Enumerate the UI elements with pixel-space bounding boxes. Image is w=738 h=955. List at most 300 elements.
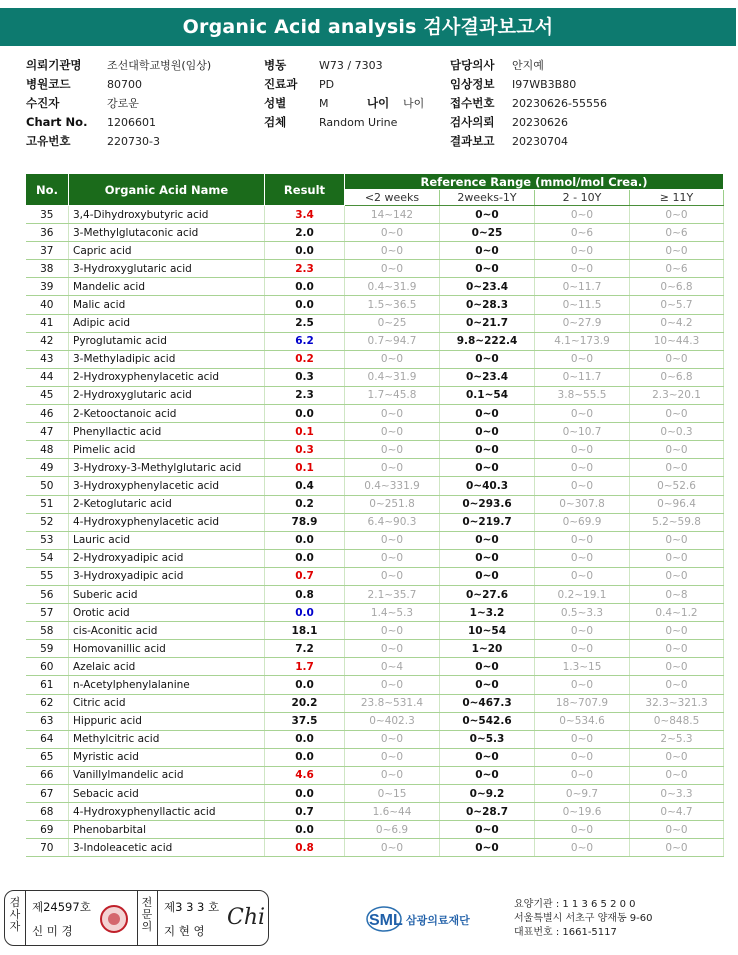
ref-2-10y: 4.1~173.9 [535, 332, 630, 350]
row-number: 44 [26, 368, 69, 386]
info-value: W73 / 7303 [319, 59, 383, 72]
ref-2-10y: 0~0 [535, 622, 630, 640]
results-table-wrap [25, 173, 723, 857]
info-label: 나이 [367, 96, 390, 110]
ref-2-10y: 0~27.9 [535, 314, 630, 332]
ref-11y: 32.3~321.3 [630, 694, 724, 712]
result-value: 0.0 [265, 785, 345, 803]
result-value: 0.2 [265, 495, 345, 513]
row-number: 70 [26, 839, 69, 857]
result-value: 0.0 [265, 531, 345, 549]
ref-under-2w: 0~15 [345, 785, 440, 803]
row-number: 62 [26, 694, 69, 712]
info-label: 병원코드 [26, 77, 71, 91]
table-row [26, 459, 724, 477]
ref-11y: 0~96.4 [630, 495, 724, 513]
ref-2w-1y: 0~0 [440, 441, 535, 459]
ref-2w-1y: 0~0 [440, 531, 535, 549]
result-value: 0.8 [265, 585, 345, 603]
acid-name: 3-Hydroxy-3-Methylglutaric acid [69, 459, 265, 477]
table-row [26, 224, 724, 242]
ref-2-10y: 0~0 [535, 766, 630, 784]
ref-under-2w: 0~25 [345, 314, 440, 332]
ref-under-2w: 0~0 [345, 242, 440, 260]
result-value: 0.0 [265, 242, 345, 260]
ref-2-10y: 18~707.9 [535, 694, 630, 712]
acid-name: 4-Hydroxyphenylacetic acid [69, 513, 265, 531]
acid-name: Homovanillic acid [69, 640, 265, 658]
ref-under-2w: 0~4 [345, 658, 440, 676]
ref-2w-1y: 0~542.6 [440, 712, 535, 730]
info-value: Random Urine [319, 116, 398, 129]
ref-2-10y: 0~11.7 [535, 368, 630, 386]
ref-2w-1y: 0~0 [440, 658, 535, 676]
info-label: 병동 [264, 58, 287, 72]
acid-name: Capric acid [69, 242, 265, 260]
acid-name: Citric acid [69, 694, 265, 712]
table-row [26, 839, 724, 857]
info-label: 임상정보 [450, 77, 495, 91]
row-number: 49 [26, 459, 69, 477]
row-number: 36 [26, 224, 69, 242]
ref-11y: 0~0 [630, 640, 724, 658]
ref-under-2w: 0~0 [345, 531, 440, 549]
ref-under-2w: 0~0 [345, 224, 440, 242]
ref-2-10y: 0~0 [535, 567, 630, 585]
acid-name: n-Acetylphenylalanine [69, 676, 265, 694]
table-row [26, 332, 724, 350]
table-row [26, 405, 724, 423]
ref-under-2w: 0.4~331.9 [345, 477, 440, 495]
ref-2-10y: 0~0 [535, 206, 630, 224]
ref-2w-1y: 0~5.3 [440, 730, 535, 748]
ref-11y: 0~848.5 [630, 712, 724, 730]
ref-under-2w: 0~0 [345, 839, 440, 857]
info-label: 접수번호 [450, 96, 495, 110]
ref-under-2w: 0~402.3 [345, 712, 440, 730]
examiner-license: 제24597호 [32, 900, 91, 914]
ref-11y: 2~5.3 [630, 730, 724, 748]
row-number: 43 [26, 350, 69, 368]
info-row-2 [26, 75, 726, 94]
acid-name: Pyroglutamic acid [69, 332, 265, 350]
ref-2w-1y: 0~467.3 [440, 694, 535, 712]
acid-name: Hippuric acid [69, 712, 265, 730]
ref-2-10y: 1.3~15 [535, 658, 630, 676]
ref-2w-1y: 0~0 [440, 766, 535, 784]
ref-under-2w: 1.7~45.8 [345, 386, 440, 404]
row-number: 59 [26, 640, 69, 658]
result-value: 2.3 [265, 386, 345, 404]
info-value: 나이 [403, 97, 425, 110]
header-ref-2-10y: 2 - 10Y [535, 190, 630, 206]
info-label: 검사의뢰 [450, 115, 495, 129]
result-value: 0.4 [265, 477, 345, 495]
row-number: 42 [26, 332, 69, 350]
results-body [26, 206, 724, 857]
row-number: 37 [26, 242, 69, 260]
ref-11y: 0~5.7 [630, 296, 724, 314]
row-number: 41 [26, 314, 69, 332]
examiner-label: 검사자 [9, 896, 21, 933]
info-value: 1206601 [107, 116, 156, 129]
result-value: 3.4 [265, 206, 345, 224]
examiner-name: 신 미 경 [32, 924, 73, 938]
info-row-5 [26, 132, 726, 151]
table-row [26, 730, 724, 748]
result-value: 0.0 [265, 730, 345, 748]
ref-2-10y: 0~0 [535, 640, 630, 658]
ref-2w-1y: 0~0 [440, 821, 535, 839]
result-value: 0.0 [265, 676, 345, 694]
row-number: 67 [26, 785, 69, 803]
seal-stamp-icon [100, 905, 128, 933]
ref-2-10y: 0~0 [535, 531, 630, 549]
ref-under-2w: 0~0 [345, 730, 440, 748]
header-name: Organic Acid Name [69, 174, 265, 206]
table-row [26, 278, 724, 296]
ref-under-2w: 0~0 [345, 260, 440, 278]
table-row [26, 350, 724, 368]
result-value: 0.7 [265, 803, 345, 821]
ref-2-10y: 0~0 [535, 676, 630, 694]
ref-11y: 0~0 [630, 766, 724, 784]
header-ref-11y: ≥ 11Y [630, 190, 724, 206]
ref-11y: 0~4.2 [630, 314, 724, 332]
ref-2-10y: 0~9.7 [535, 785, 630, 803]
table-row [26, 676, 724, 694]
ref-under-2w: 2.1~35.7 [345, 585, 440, 603]
ref-under-2w: 0~251.8 [345, 495, 440, 513]
ref-under-2w: 0~0 [345, 350, 440, 368]
ref-11y: 0~4.7 [630, 803, 724, 821]
divider [25, 891, 26, 945]
ref-11y: 2.3~20.1 [630, 386, 724, 404]
table-row [26, 206, 724, 224]
ref-2w-1y: 0~0 [440, 242, 535, 260]
result-value: 0.1 [265, 423, 345, 441]
acid-name: Azelaic acid [69, 658, 265, 676]
acid-name: Lauric acid [69, 531, 265, 549]
info-label: 진료과 [264, 77, 298, 91]
result-value: 0.0 [265, 405, 345, 423]
divider [137, 891, 138, 945]
result-value: 2.5 [265, 314, 345, 332]
acid-name: Malic acid [69, 296, 265, 314]
row-number: 50 [26, 477, 69, 495]
table-row [26, 441, 724, 459]
report-title: Organic Acid analysis 검사결과보고서 [0, 8, 736, 46]
row-number: 57 [26, 604, 69, 622]
result-value: 0.1 [265, 459, 345, 477]
table-row [26, 748, 724, 766]
ref-under-2w: 1.6~44 [345, 803, 440, 821]
info-label: 성별 [264, 96, 287, 110]
ref-under-2w: 1.4~5.3 [345, 604, 440, 622]
ref-11y: 0~0 [630, 622, 724, 640]
info-value: 조선대학교병원(임상) [107, 59, 212, 72]
logo-sml-text: SML [369, 912, 403, 929]
contact-info [514, 898, 653, 940]
ref-2w-1y: 9.8~222.4 [440, 332, 535, 350]
row-number: 68 [26, 803, 69, 821]
ref-2-10y: 0.5~3.3 [535, 604, 630, 622]
ref-under-2w: 0~0 [345, 441, 440, 459]
acid-name: 3-Hydroxyglutaric acid [69, 260, 265, 278]
ref-2w-1y: 0~21.7 [440, 314, 535, 332]
info-value: 20230626 [512, 116, 568, 129]
ref-11y: 0~0 [630, 441, 724, 459]
ref-2w-1y: 0~23.4 [440, 278, 535, 296]
acid-name: Pimelic acid [69, 441, 265, 459]
acid-name: Methylcitric acid [69, 730, 265, 748]
table-row [26, 242, 724, 260]
info-value: I97WB3B80 [512, 78, 577, 91]
specialist-name: 지 현 영 [164, 924, 205, 938]
ref-2w-1y: 1~20 [440, 640, 535, 658]
acid-name: Sebacic acid [69, 785, 265, 803]
table-row [26, 821, 724, 839]
ref-2-10y: 0~0 [535, 549, 630, 567]
result-value: 0.2 [265, 350, 345, 368]
acid-name: 2-Ketooctanoic acid [69, 405, 265, 423]
ref-under-2w: 0~0 [345, 640, 440, 658]
ref-under-2w: 0.4~31.9 [345, 278, 440, 296]
table-row [26, 477, 724, 495]
ref-under-2w: 0~0 [345, 622, 440, 640]
specialist-license: 제3 3 3 호 [164, 900, 220, 914]
ref-11y: 0~0 [630, 748, 724, 766]
ref-2-10y: 0~0 [535, 839, 630, 857]
info-row-1 [26, 56, 726, 75]
result-value: 0.0 [265, 604, 345, 622]
info-value: M [319, 97, 329, 110]
ref-11y: 5.2~59.8 [630, 513, 724, 531]
ref-under-2w: 0~0 [345, 748, 440, 766]
logo-korean-text: 삼광의료재단 [406, 914, 470, 927]
ref-11y: 0.4~1.2 [630, 604, 724, 622]
ref-2w-1y: 1~3.2 [440, 604, 535, 622]
ref-2-10y: 0.2~19.1 [535, 585, 630, 603]
table-row [26, 314, 724, 332]
table-row [26, 640, 724, 658]
info-value: 20230626-55556 [512, 97, 607, 110]
info-row-3 [26, 94, 726, 113]
ref-2-10y: 0~0 [535, 459, 630, 477]
header-ref-2w-1y: 2weeks-1Y [440, 190, 535, 206]
ref-2w-1y: 0~9.2 [440, 785, 535, 803]
acid-name: cis-Aconitic acid [69, 622, 265, 640]
table-row [26, 604, 724, 622]
acid-name: Orotic acid [69, 604, 265, 622]
info-value: 강로운 [107, 97, 139, 110]
ref-under-2w: 0.7~94.7 [345, 332, 440, 350]
ref-2-10y: 0~0 [535, 477, 630, 495]
row-number: 56 [26, 585, 69, 603]
acid-name: Suberic acid [69, 585, 265, 603]
row-number: 66 [26, 766, 69, 784]
acid-name: Adipic acid [69, 314, 265, 332]
table-row [26, 766, 724, 784]
ref-under-2w: 0~0 [345, 459, 440, 477]
row-number: 51 [26, 495, 69, 513]
ref-11y: 0~0 [630, 405, 724, 423]
header-no: No. [26, 174, 69, 206]
table-row [26, 567, 724, 585]
ref-2-10y: 0~0 [535, 821, 630, 839]
ref-under-2w: 14~142 [345, 206, 440, 224]
ref-2w-1y: 10~54 [440, 622, 535, 640]
info-value: PD [319, 78, 335, 91]
ref-2-10y: 0~6 [535, 224, 630, 242]
ref-2-10y: 0~0 [535, 242, 630, 260]
contact-line: 대표번호 : 1661-5117 [514, 927, 617, 938]
acid-name: Vanillylmandelic acid [69, 766, 265, 784]
result-value: 78.9 [265, 513, 345, 531]
table-row [26, 549, 724, 567]
ref-11y: 0~6 [630, 224, 724, 242]
sml-logo [366, 904, 496, 934]
ref-2w-1y: 0~0 [440, 206, 535, 224]
result-value: 7.2 [265, 640, 345, 658]
info-label: 검체 [264, 115, 287, 129]
ref-under-2w: 0~6.9 [345, 821, 440, 839]
table-row [26, 712, 724, 730]
acid-name: 2-Hydroxyadipic acid [69, 549, 265, 567]
ref-2w-1y: 0~0 [440, 423, 535, 441]
ref-2-10y: 0~11.7 [535, 278, 630, 296]
acid-name: 2-Hydroxyphenylacetic acid [69, 368, 265, 386]
info-label: 담당의사 [450, 58, 495, 72]
row-number: 55 [26, 567, 69, 585]
acid-name: 4-Hydroxyphenyllactic acid [69, 803, 265, 821]
result-value: 37.5 [265, 712, 345, 730]
ref-2-10y: 0~0 [535, 350, 630, 368]
result-value: 20.2 [265, 694, 345, 712]
signature: Chi [227, 905, 266, 930]
result-value: 2.0 [265, 224, 345, 242]
ref-2w-1y: 0~0 [440, 567, 535, 585]
acid-name: 3-Methyladipic acid [69, 350, 265, 368]
table-row [26, 785, 724, 803]
info-label: 의뢰기관명 [26, 58, 82, 72]
ref-11y: 0~8 [630, 585, 724, 603]
acid-name: 3-Hydroxyadipic acid [69, 567, 265, 585]
ref-2-10y: 0~19.6 [535, 803, 630, 821]
ref-2w-1y: 0~40.3 [440, 477, 535, 495]
ref-11y: 0~6.8 [630, 278, 724, 296]
row-number: 54 [26, 549, 69, 567]
ref-2-10y: 0~11.5 [535, 296, 630, 314]
ref-2w-1y: 0~0 [440, 748, 535, 766]
row-number: 39 [26, 278, 69, 296]
acid-name: Myristic acid [69, 748, 265, 766]
acid-name: 2-Hydroxyglutaric acid [69, 386, 265, 404]
info-value: 안지예 [512, 59, 544, 72]
info-value: 20230704 [512, 135, 568, 148]
acid-name: Phenobarbital [69, 821, 265, 839]
ref-2-10y: 3.8~55.5 [535, 386, 630, 404]
ref-2w-1y: 0~28.7 [440, 803, 535, 821]
ref-2-10y: 0~10.7 [535, 423, 630, 441]
ref-under-2w: 0~0 [345, 676, 440, 694]
ref-2-10y: 0~307.8 [535, 495, 630, 513]
table-row [26, 386, 724, 404]
ref-2w-1y: 0~23.4 [440, 368, 535, 386]
ref-under-2w: 0~0 [345, 567, 440, 585]
row-number: 63 [26, 712, 69, 730]
row-number: 48 [26, 441, 69, 459]
ref-11y: 0~0.3 [630, 423, 724, 441]
ref-11y: 0~6.8 [630, 368, 724, 386]
ref-2w-1y: 0~0 [440, 549, 535, 567]
ref-11y: 0~0 [630, 206, 724, 224]
header-reference-range: Reference Range (mmol/mol Crea.) [345, 174, 724, 190]
signature-box [4, 890, 269, 946]
table-row [26, 513, 724, 531]
info-label: Chart No. [26, 115, 88, 129]
acid-name: 3-Hydroxyphenylacetic acid [69, 477, 265, 495]
result-value: 0.7 [265, 567, 345, 585]
ref-11y: 0~0 [630, 459, 724, 477]
info-label: 수진자 [26, 96, 60, 110]
info-value: 80700 [107, 78, 142, 91]
table-row [26, 622, 724, 640]
info-label: 고유번호 [26, 134, 71, 148]
row-number: 38 [26, 260, 69, 278]
ref-11y: 0~0 [630, 567, 724, 585]
specialist-label: 전문의 [141, 896, 153, 933]
acid-name: 2-Ketoglutaric acid [69, 495, 265, 513]
result-value: 0.0 [265, 296, 345, 314]
table-row [26, 495, 724, 513]
row-number: 60 [26, 658, 69, 676]
table-row [26, 585, 724, 603]
ref-under-2w: 0.4~31.9 [345, 368, 440, 386]
ref-2w-1y: 0~0 [440, 260, 535, 278]
ref-11y: 0~0 [630, 531, 724, 549]
ref-11y: 0~6 [630, 260, 724, 278]
ref-under-2w: 6.4~90.3 [345, 513, 440, 531]
ref-11y: 0~0 [630, 839, 724, 857]
ref-under-2w: 0~0 [345, 766, 440, 784]
result-value: 0.0 [265, 278, 345, 296]
result-value: 6.2 [265, 332, 345, 350]
acid-name: 3,4-Dihydroxybutyric acid [69, 206, 265, 224]
row-number: 69 [26, 821, 69, 839]
table-row [26, 658, 724, 676]
ref-under-2w: 0~0 [345, 549, 440, 567]
ref-2-10y: 0~0 [535, 260, 630, 278]
info-value: 220730-3 [107, 135, 160, 148]
row-number: 46 [26, 405, 69, 423]
ref-2w-1y: 0~0 [440, 676, 535, 694]
ref-2w-1y: 0~0 [440, 839, 535, 857]
ref-2-10y: 0~534.6 [535, 712, 630, 730]
ref-11y: 0~0 [630, 658, 724, 676]
table-row [26, 694, 724, 712]
row-number: 52 [26, 513, 69, 531]
contact-line: 서울특별시 서초구 양재동 9-60 [514, 913, 653, 924]
result-value: 0.3 [265, 368, 345, 386]
result-value: 4.6 [265, 766, 345, 784]
result-value: 0.0 [265, 748, 345, 766]
ref-2-10y: 0~69.9 [535, 513, 630, 531]
ref-2w-1y: 0~219.7 [440, 513, 535, 531]
table-row [26, 296, 724, 314]
patient-info [26, 56, 726, 151]
ref-2w-1y: 0~27.6 [440, 585, 535, 603]
